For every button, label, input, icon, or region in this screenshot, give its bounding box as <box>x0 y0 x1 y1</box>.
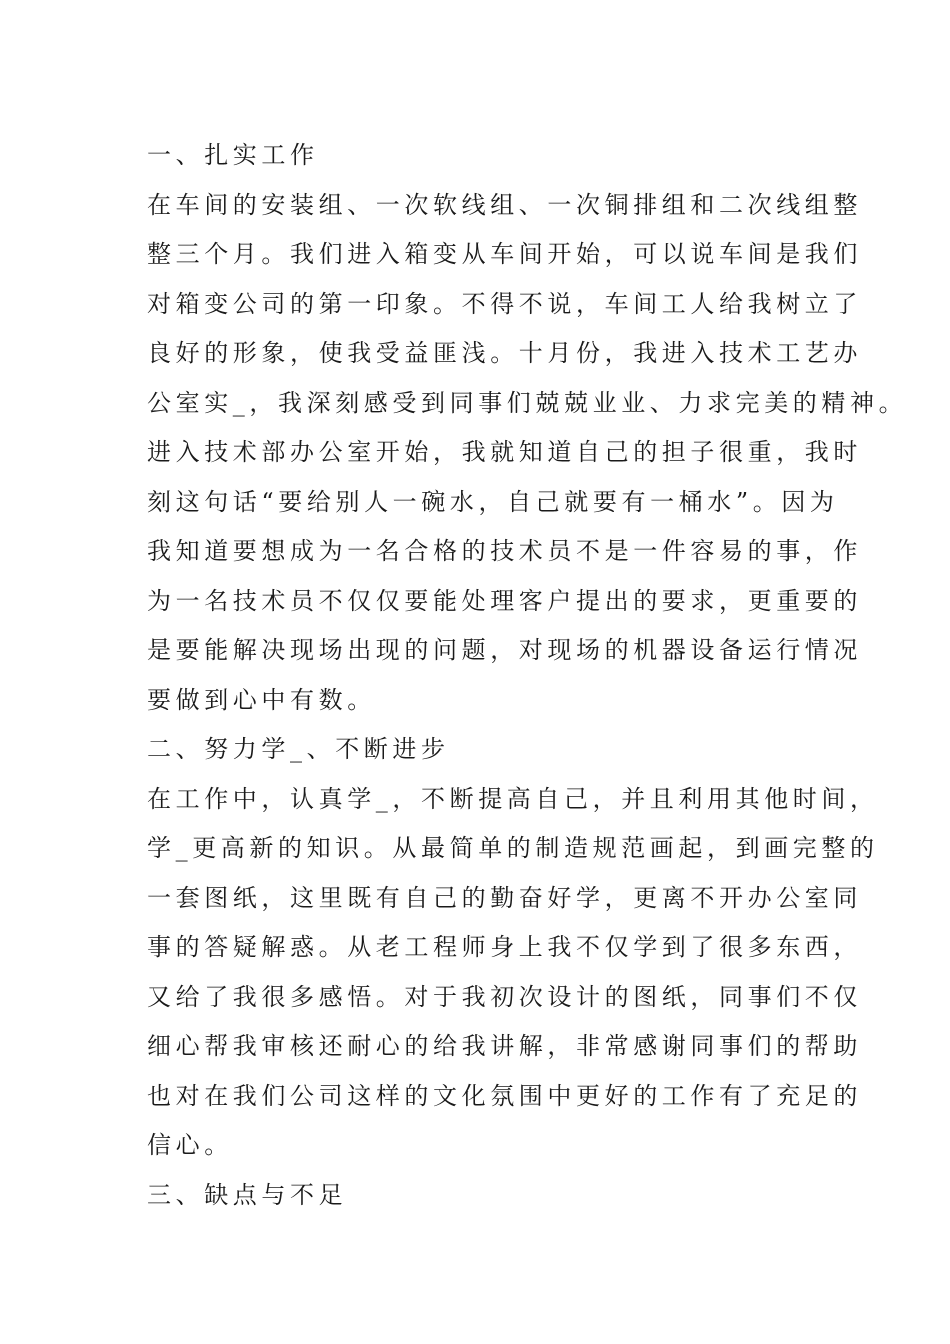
text-line: 是要能解决现场出现的问题，对现场的机器设备运行情况 <box>147 636 862 664</box>
text-line: 刻这句话“要给别人一碗水，自己就要有一桶水”。因为 <box>147 487 839 516</box>
document-body <box>147 131 908 1220</box>
section-heading-1: 一、扎实工作 <box>147 141 319 169</box>
text-line: 在工作中，认真学_，不断提高自己，并且利用其他时间， <box>147 784 879 813</box>
text-line: 为一名技术员不仅仅要能处理客户提出的要求，更重要的 <box>147 586 862 615</box>
text-line: 对箱变公司的第一印象。不得不说，车间工人给我树立了 <box>147 289 862 318</box>
text-line: 我知道要想成为一名合格的技术员不是一件容易的事，作 <box>147 537 862 565</box>
text-line: 信心。 <box>147 1131 233 1159</box>
text-line: 学_更高新的知识。从最简单的制造规范画起，到画完整的 <box>147 834 879 862</box>
text-line: 良好的形象，使我受益匪浅。十月份，我进入技术工艺办 <box>147 339 862 367</box>
section-heading-2: 二、努力学_、不断进步 <box>147 735 450 763</box>
text-line: 一套图纸，这里既有自己的勤奋好学，更离不开办公室同 <box>147 883 862 912</box>
text-line: 在车间的安装组、一次软线组、一次铜排组和二次线组整 <box>147 190 862 219</box>
section-heading-3: 三、缺点与不足 <box>147 1180 348 1209</box>
text-line: 整三个月。我们进入箱变从车间开始，可以说车间是我们 <box>147 240 862 268</box>
text-line: 也对在我们公司这样的文化氛围中更好的工作有了充足的 <box>147 1081 862 1110</box>
text-line: 细心帮我审核还耐心的给我讲解，非常感谢同事们的帮助 <box>147 1032 862 1060</box>
text-line: 公室实_，我深刻感受到同事们兢兢业业、力求完美的精神。 <box>147 388 908 417</box>
text-line: 事的答疑解惑。从老工程师身上我不仅学到了很多东西， <box>147 933 862 961</box>
text-line: 进入技术部办公室开始，我就知道自己的担子很重，我时 <box>147 438 862 466</box>
text-line: 要做到心中有数。 <box>147 685 376 714</box>
text-line: 又给了我很多感悟。对于我初次设计的图纸，同事们不仅 <box>147 982 862 1011</box>
